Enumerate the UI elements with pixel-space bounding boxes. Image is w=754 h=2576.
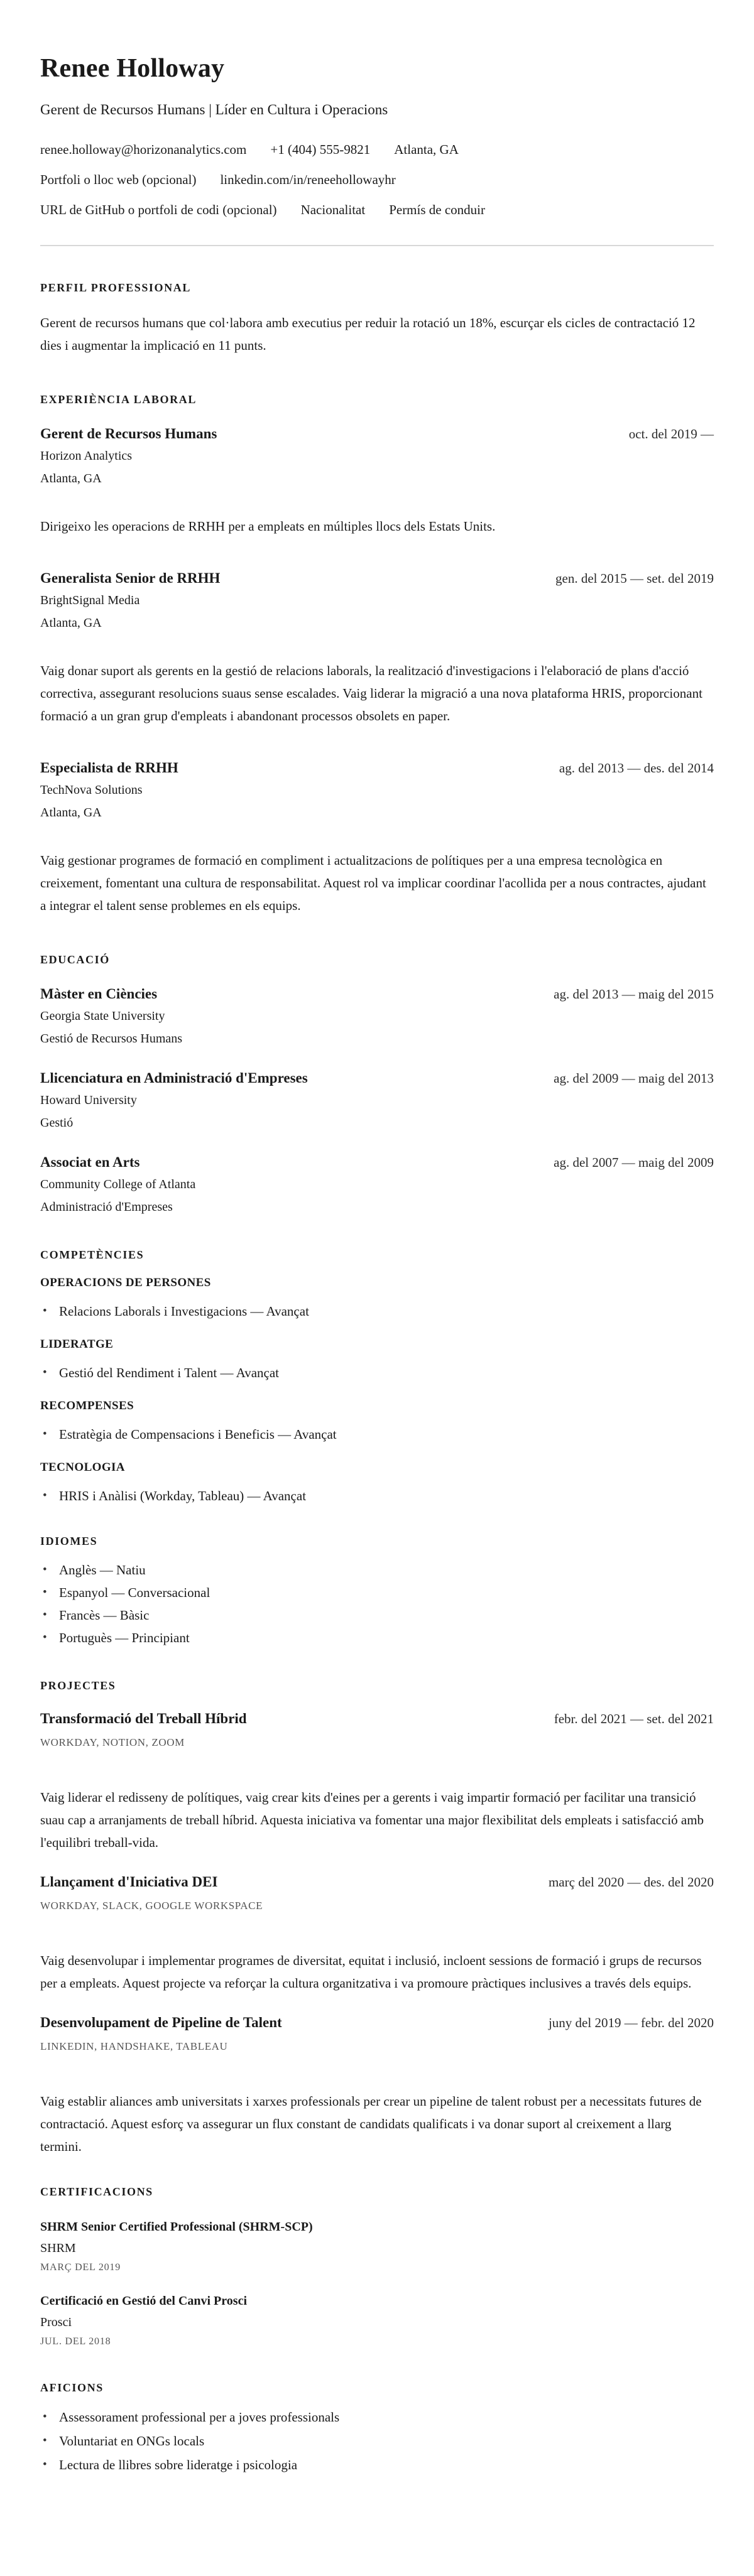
section-heading-experience: EXPERIÈNCIA LABORAL: [40, 393, 197, 406]
contact-row-3: [40, 201, 714, 219]
contact-phone: +1 (404) 555-9821: [270, 142, 371, 158]
school-name: Community College of Atlanta: [40, 1177, 196, 1192]
job-location: Atlanta, GA: [40, 806, 102, 820]
job-title-row: [40, 569, 714, 588]
skill-group: [40, 1275, 714, 1323]
language-item: • Anglès — Natiu: [59, 1559, 714, 1581]
skill-category: TECNOLOGIA: [40, 1461, 125, 1475]
language-item: • Francès — Bàsic: [59, 1604, 714, 1626]
project-entry: [40, 1709, 714, 1854]
project-title-row: [40, 2013, 714, 2032]
skill-category: RECOMPENSES: [40, 1399, 134, 1413]
project-title: Desenvolupament de Pipeline de Talent: [40, 2015, 282, 2031]
skill-list: [40, 1300, 714, 1323]
hobby-list: [40, 2405, 714, 2477]
project-description: Vaig desenvolupar i implementar programes de diversitat, equitat i inclusió, incloent sessions de formació i grups de recursos per a empleats. Aquest projecte va reforçar la cultura organitzativa i va promoure pràctiques inclusives a través dels equips.: [40, 1953, 702, 1991]
education-entry: [40, 985, 714, 1047]
school-name: Howard University: [40, 1093, 137, 1108]
education-title-row: [40, 985, 714, 1004]
project-tools: WORKDAY, SLACK, GOOGLE WORKSPACE: [40, 1900, 263, 1912]
section-education: [40, 952, 714, 1216]
skill-list: [40, 1485, 714, 1507]
contact-github-placeholder: URL de GitHub o portfoli de codi (opcional): [40, 202, 277, 218]
job-dates: oct. del 2019 —: [628, 426, 714, 442]
job-description: Dirigeixo les operacions de RRHH per a empleats en múltiples llocs dels Estats Units.: [40, 519, 496, 534]
skill-item: • Gestió del Rendiment i Talent — Avançat: [59, 1361, 714, 1384]
job-entry: [40, 759, 714, 917]
contact-email: renee.holloway@horizonanalytics.com: [40, 142, 247, 158]
contact-location: Atlanta, GA: [394, 142, 459, 158]
resume-header: [40, 54, 714, 246]
skill-item: • Estratègia de Compensacions i Beneficis — Avançat: [59, 1423, 714, 1446]
section-profile: [40, 280, 714, 357]
job-entry: [40, 425, 714, 538]
skill-item: • Relacions Laborals i Investigacions — Avançat: [59, 1300, 714, 1323]
degree-title: Associat en Arts: [40, 1154, 140, 1171]
contact-linkedin: linkedin.com/in/reneehollowayhr: [220, 172, 396, 188]
job-title: Gerent de Recursos Humans: [40, 426, 217, 442]
job-title: Especialista de RRHH: [40, 760, 178, 776]
skill-item: • HRIS i Anàlisi (Workday, Tableau) — Avançat: [59, 1485, 714, 1507]
certification-issuer: SHRM: [40, 2241, 76, 2256]
project-tools: LINKEDIN, HANDSHAKE, TABLEAU: [40, 2040, 228, 2053]
skill-category: OPERACIONS DE PERSONES: [40, 1276, 211, 1290]
project-title: Llançament d'Iniciativa DEI: [40, 1874, 218, 1890]
hobby-item: • Voluntariat en ONGs locals: [59, 2429, 714, 2453]
section-heading-profile: PERFIL PROFESSIONAL: [40, 281, 191, 295]
section-heading-projects: PROJECTES: [40, 1679, 116, 1692]
section-heading-education: EDUCACIÓ: [40, 953, 110, 966]
section-skills: [40, 1247, 714, 1507]
degree-title: Màster en Ciències: [40, 986, 158, 1002]
language-item: • Espanyol — Conversacional: [59, 1581, 714, 1604]
candidate-headline: Gerent de Recursos Humans | Líder en Cultura i Operacions: [40, 102, 388, 118]
project-tools: WORKDAY, NOTION, ZOOM: [40, 1736, 185, 1749]
job-location: Atlanta, GA: [40, 616, 102, 630]
certification-title: Certificació en Gestió del Canvi Prosci: [40, 2294, 248, 2308]
project-entry: [40, 2013, 714, 2158]
project-description: Vaig liderar el redisseny de polítiques, vaig crear kits d'eines per a gerents i vaig impartir formació per facilitar una transició suau cap a arranjaments de treball híbrid. Aquesta iniciativa va fomentar una major flexibilitat dels empleats i satisfacció amb l'equilibri treball-vida.: [40, 1790, 704, 1851]
section-heading-languages: IDIOMES: [40, 1535, 98, 1548]
job-dates: gen. del 2015 — set. del 2019: [555, 571, 714, 587]
project-title: Transformació del Treball Híbrid: [40, 1711, 247, 1727]
language-item: • Portuguès — Principiant: [59, 1626, 714, 1649]
job-description: Vaig donar suport als gerents en la gestió de relacions laborals, la realització d'investigacions i l'elaboració de plans d'acció correctiva, assegurant resolucions suaus sense escalades. Vaig liderar la migració a una nova plataforma HRIS, proporcionant formació a un gran grup d'empleats i abandonant processos obsolets en paper.: [40, 663, 702, 724]
hobby-item: • Assessorament professional per a joves professionals: [59, 2405, 714, 2429]
job-title-row: [40, 759, 714, 777]
section-languages: [40, 1534, 714, 1649]
section-experience: [40, 392, 714, 917]
project-title-row: [40, 1873, 714, 1891]
degree-dates: ag. del 2009 — maig del 2013: [554, 1071, 714, 1086]
certification-entry: [40, 2292, 714, 2349]
job-location: Atlanta, GA: [40, 472, 102, 486]
degree-title: Llicenciatura en Administració d'Empreses: [40, 1070, 308, 1086]
section-certifications: [40, 2184, 714, 2349]
header-divider: [40, 245, 714, 246]
skill-list: [40, 1361, 714, 1384]
contact-nationality-placeholder: Nacionalitat: [300, 202, 366, 218]
project-entry: [40, 1873, 714, 1994]
job-title: Generalista Senior de RRHH: [40, 570, 221, 587]
certification-date: JUL. DEL 2018: [40, 2336, 111, 2347]
education-entry: [40, 1069, 714, 1132]
hobby-item: • Lectura de llibres sobre lideratge i psicologia: [59, 2453, 714, 2477]
skill-list: [40, 1423, 714, 1446]
school-name: Georgia State University: [40, 1009, 165, 1024]
field-of-study: Gestió: [40, 1116, 74, 1130]
project-dates: febr. del 2021 — set. del 2021: [554, 1711, 714, 1727]
job-dates: ag. del 2013 — des. del 2014: [559, 760, 714, 776]
education-entry: [40, 1153, 714, 1216]
skill-category: LIDERATGE: [40, 1338, 114, 1351]
certification-title: SHRM Senior Certified Professional (SHRM-SCP): [40, 2220, 313, 2234]
project-dates: juny del 2019 — febr. del 2020: [548, 2015, 714, 2031]
job-company: TechNova Solutions: [40, 783, 143, 798]
education-title-row: [40, 1153, 714, 1172]
degree-dates: ag. del 2013 — maig del 2015: [554, 987, 714, 1002]
project-description: Vaig establir aliances amb universitats i xarxes professionals per crear un pipeline de talent robust per a necessitats futures de contractació. Aquest esforç va assegurar un flux constant de candidats qualificats i va donar suport al creixement a llarg termini.: [40, 2094, 702, 2155]
certification-issuer: Prosci: [40, 2315, 72, 2330]
certification-entry: [40, 2218, 714, 2275]
education-title-row: [40, 1069, 714, 1088]
skill-group: [40, 1459, 714, 1507]
profile-summary: Gerent de recursos humans que col·labora amb executius per reduir la rotació un 18%, escurçar els cicles de contractació 12 dies i augmentar la implicació en 11 punts.: [40, 315, 696, 354]
contact-info: [40, 141, 714, 219]
contact-driving-license-placeholder: Permís de conduir: [389, 202, 485, 218]
section-heading-skills: COMPETÈNCIES: [40, 1248, 145, 1262]
skill-group: [40, 1336, 714, 1384]
job-company: Horizon Analytics: [40, 449, 133, 463]
section-heading-hobbies: AFICIONS: [40, 2381, 104, 2395]
contact-row-2: [40, 171, 714, 188]
job-title-row: [40, 425, 714, 443]
language-list: [40, 1559, 714, 1649]
certification-date: MARÇ DEL 2019: [40, 2262, 121, 2273]
project-title-row: [40, 1709, 714, 1728]
candidate-name: Renee Holloway: [40, 54, 225, 84]
contact-portfolio-placeholder: Portfoli o lloc web (opcional): [40, 172, 197, 188]
job-description: Vaig gestionar programes de formació en compliment i actualitzacions de polítiques per a una empresa tecnològica en creixement, fomentant una cultura de responsabilitat. Aquest rol va implicar coordinar l'acollida per a nous contractes, ajudant a integrar el talent sense problemes en els equips.: [40, 853, 706, 914]
section-projects: [40, 1678, 714, 2158]
skill-group: [40, 1398, 714, 1446]
contact-row-1: [40, 141, 714, 158]
section-heading-certifications: CERTIFICACIONS: [40, 2185, 153, 2199]
field-of-study: Administració d'Empreses: [40, 1200, 173, 1215]
degree-dates: ag. del 2007 — maig del 2009: [554, 1155, 714, 1171]
field-of-study: Gestió de Recursos Humans: [40, 1032, 183, 1046]
project-dates: març del 2020 — des. del 2020: [548, 1875, 714, 1890]
job-company: BrightSignal Media: [40, 593, 140, 608]
job-entry: [40, 569, 714, 727]
section-hobbies: [40, 2380, 714, 2477]
